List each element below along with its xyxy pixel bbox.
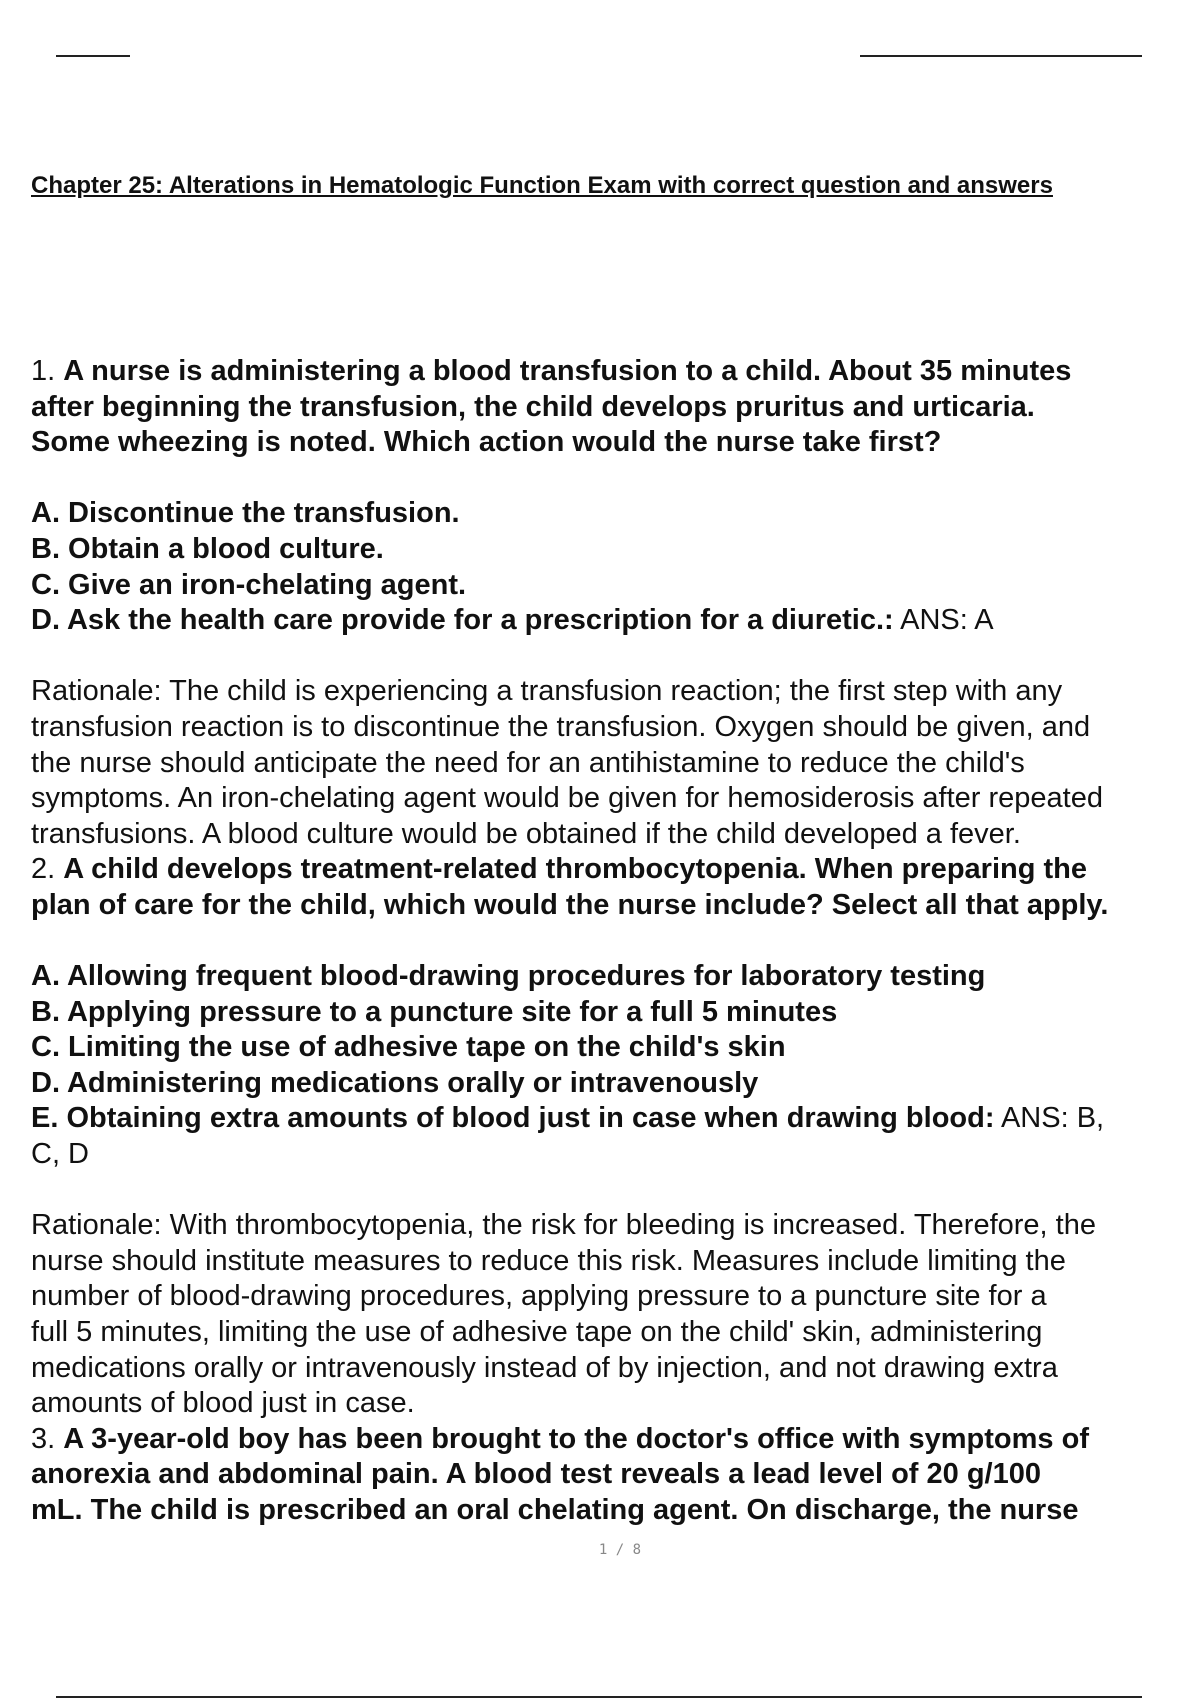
- document-body: [31, 354, 1200, 1529]
- chapter-title: Chapter 25: Alterations in Hematologic Function Exam with correct question and answers: [31, 172, 1053, 199]
- question-stem-line: plan of care for the child, which would the nurse include? Select all that apply.: [31, 888, 1109, 921]
- question-1: [31, 354, 1200, 852]
- rationale-line: Rationale: The child is experiencing a transfusion reaction; the first step with any: [31, 675, 1063, 708]
- question-number: 2.: [31, 853, 56, 886]
- rationale-line: Rationale: With thrombocytopenia, the risk for bleeding is increased. Therefore, the: [31, 1209, 1096, 1242]
- question-number: 3.: [31, 1422, 56, 1455]
- answer-option: B. Applying pressure to a puncture site for a full 5 minutes: [31, 995, 838, 1028]
- answer-key: ANS: B,: [994, 1102, 1105, 1135]
- answer-option: C. Give an iron-chelating agent.: [31, 568, 467, 601]
- question-2: [31, 852, 1200, 1422]
- question-stem-line: 3. A 3-year-old boy has been brought to the doctor's office with symptoms of: [31, 1422, 1089, 1455]
- rationale-line: medications orally or intravenously instead of by injection, and not drawing extra: [31, 1351, 1058, 1384]
- question-stem-line: mL. The child is prescribed an oral chelating agent. On discharge, the nurse: [31, 1494, 1079, 1526]
- rationale-line: transfusion reaction is to discontinue the transfusion. Oxygen should be given, and: [31, 710, 1091, 743]
- rationale-line: symptoms. An iron-chelating agent would be given for hemosiderosis after repeated: [31, 782, 1103, 815]
- question-stem-line: anorexia and abdominal pain. A blood test reveals a lead level of 20 g/100: [31, 1458, 1041, 1491]
- answer-option: C. Limiting the use of adhesive tape on the child's skin: [31, 1031, 786, 1064]
- answer-option: A. Discontinue the transfusion.: [31, 497, 460, 530]
- rationale-line: number of blood-drawing procedures, applying pressure to a puncture site for a: [31, 1280, 1047, 1313]
- footer-rule: [56, 1696, 1142, 1698]
- header-rule-right: [860, 55, 1142, 57]
- rationale-line: full 5 minutes, limiting the use of adhesive tape on the child' skin, administering: [31, 1316, 1043, 1349]
- question-number: 1.: [31, 355, 56, 387]
- answer-option: E. Obtaining extra amounts of blood just in case when drawing blood: ANS: B,: [31, 1102, 1105, 1135]
- rationale-line: nurse should institute measures to reduce this risk. Measures include limiting the: [31, 1244, 1066, 1277]
- answer-option: A. Allowing frequent blood-drawing procedures for laboratory testing: [31, 960, 986, 993]
- header-rule-left: [56, 55, 130, 57]
- question-stem-line: Some wheezing is noted. Which action would the nurse take first?: [31, 426, 942, 459]
- answer-key-continued: C, D: [31, 1138, 89, 1171]
- question-stem-line: 1. A nurse is administering a blood transfusion to a child. About 35 minutes: [31, 355, 1072, 387]
- answer-key: ANS: A: [893, 604, 994, 637]
- answer-option: D. Ask the health care provide for a prescription for a diuretic.: ANS: A: [31, 604, 994, 637]
- rationale-line: the nurse should anticipate the need for an antihistamine to reduce the child's: [31, 746, 1025, 779]
- answer-option: B. Obtain a blood culture.: [31, 532, 384, 565]
- question-stem-line: 2. A child develops treatment-related thrombocytopenia. When preparing the: [31, 853, 1087, 886]
- page-number: 1 / 8: [598, 1542, 642, 1558]
- question-3: [31, 1422, 1200, 1529]
- question-stem-line: after beginning the transfusion, the child develops pruritus and urticaria.: [31, 390, 1035, 423]
- rationale-line: amounts of blood just in case.: [31, 1387, 415, 1420]
- answer-option: D. Administering medications orally or intravenously: [31, 1066, 759, 1099]
- rationale-line: transfusions. A blood culture would be obtained if the child developed a fever.: [31, 817, 1021, 850]
